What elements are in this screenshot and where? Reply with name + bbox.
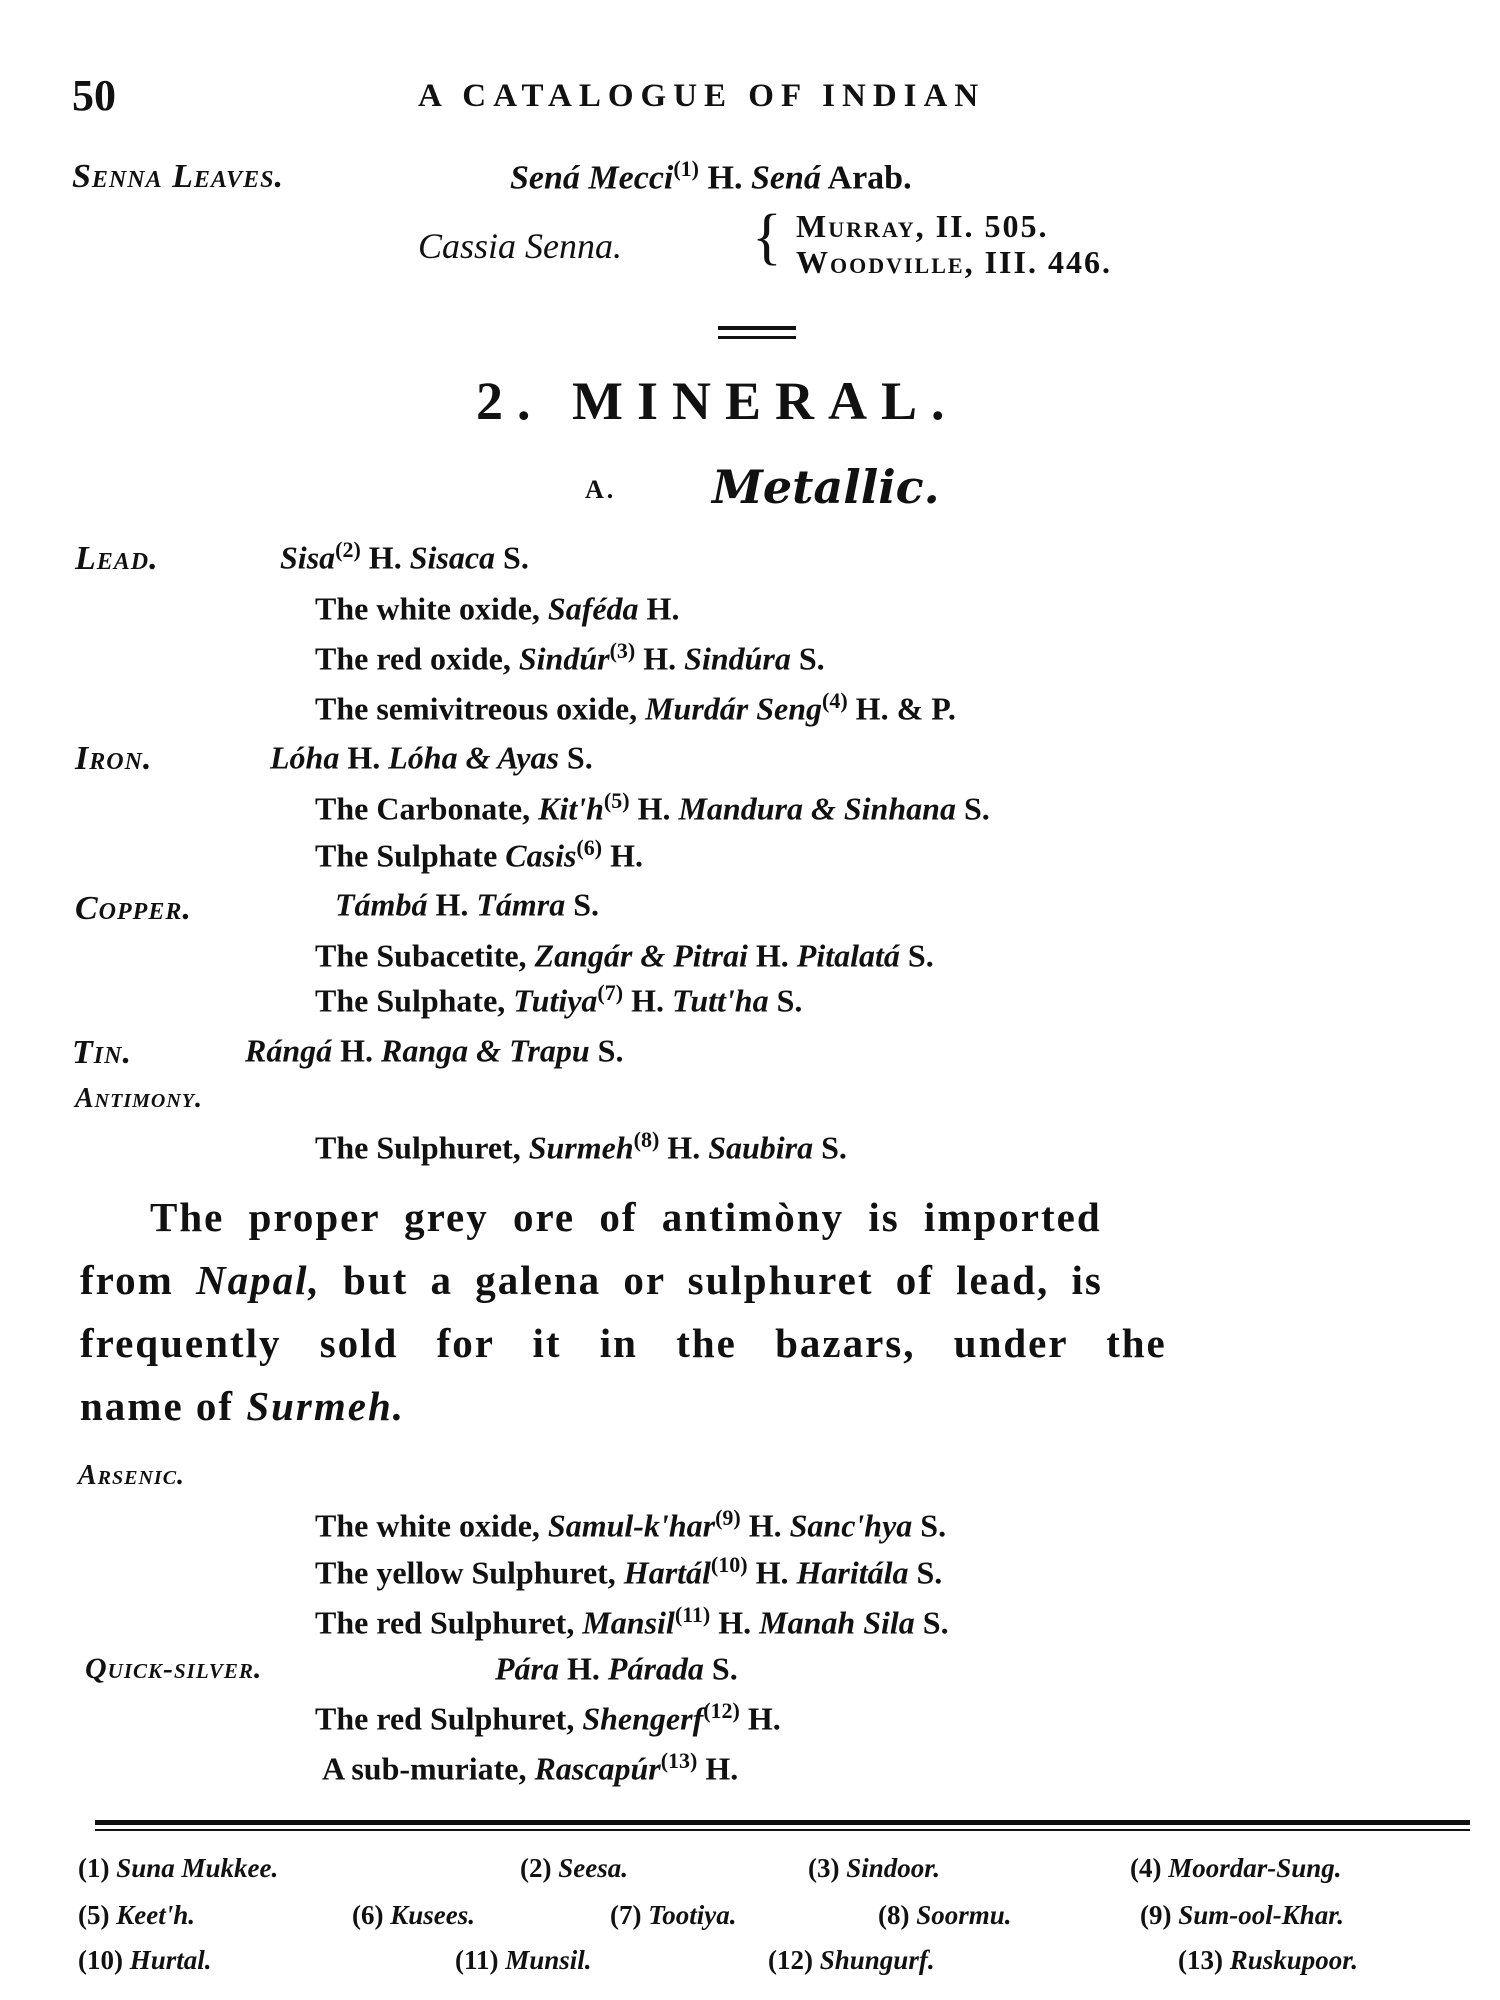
antimony-line-1-sup: (8) [633,1127,660,1152]
running-title: A CATALOGUE OF INDIAN [418,78,986,114]
arsenic-line-2 [315,1552,942,1592]
arsenic-line-1-pre: The white oxide, [315,1507,548,1544]
paragraph-line-3: frequently sold for it in the bazars, under the [80,1320,1167,1366]
lead-line-1-name: Saféda [547,590,639,627]
lead-line-1 [315,588,679,628]
antimony-line-1-name: Surmeh [528,1129,634,1166]
lead-label: Lead. [75,540,159,577]
footnote-4 [1130,1853,1342,1884]
divider-rule-top [718,326,796,330]
arsenic-line-3 [315,1602,949,1642]
lead-line-2-mid: H. [635,640,685,677]
arsenic-line-3-name2: Manah Sila [759,1604,915,1641]
copper-line-2-pre: The Sulphate, [315,982,514,1019]
footnote-5-text: Keet'h. [116,1900,195,1930]
footnote-3 [808,1853,940,1884]
arsenic-line-3-name: Mansil [582,1604,675,1641]
antimony-line-1-mid: H. [659,1129,709,1166]
footnote-10 [78,1945,212,1976]
footnote-1-text: Suna Mukkee. [116,1853,279,1883]
iron-head [270,737,593,777]
footnote-12-num: (12) [768,1945,813,1975]
quicksilver-line-2-pre: A sub-muriate, [322,1750,535,1787]
antimony-label: Antimony. [75,1083,204,1114]
quicksilver-line-1-pre: The red Sulphuret, [315,1700,583,1737]
quicksilver-name2: Párada [607,1650,704,1687]
footnote-7-num: (7) [610,1900,642,1930]
footnote-12 [768,1945,935,1976]
page-number: 50 [72,71,116,120]
footnote-11-text: Munsil. [505,1945,592,1975]
footnote-1-num: (1) [78,1853,110,1883]
quicksilver-line-1-mid: H. [739,1700,781,1737]
footnote-2-num: (2) [520,1853,552,1883]
iron-line-1-name: Kit'h [538,790,604,827]
footnote-5 [78,1900,195,1931]
lead-line-3-sup: (4) [822,688,848,713]
footnote-7-text: Tootiya. [648,1900,737,1930]
paragraph-line-4 [80,1382,405,1430]
lead-line-2-pre: The red oxide, [315,640,519,677]
footnote-6-num: (6) [352,1900,384,1930]
copper-mid: H. [427,886,477,923]
lead-tail: S. [495,539,529,576]
divider-rule-bottom [718,336,796,339]
iron-label: Iron. [75,740,153,777]
iron-mid: H. [339,739,389,776]
senna-line [510,156,912,197]
copper-name2: Támra [476,886,566,923]
arsenic-line-2-name: Hartál [623,1554,711,1591]
lead-line-2-name2: Sindúra [684,640,791,677]
copper-line-2-mid: H. [623,982,672,1019]
iron-line-1 [315,788,990,828]
senna-mid: H. [699,159,751,197]
footnote-12-text: Shungurf. [819,1945,935,1975]
quicksilver-head [495,1648,738,1688]
quicksilver-line-1-sup: (12) [703,1698,740,1723]
footnote-9-num: (9) [1140,1900,1172,1930]
iron-line-1-pre: The Carbonate, [315,790,539,827]
footnote-7 [610,1900,737,1931]
arsenic-line-1-sup: (9) [715,1505,741,1530]
tin-tail: S. [589,1032,624,1069]
copper-line-2-sup: (7) [597,980,624,1005]
paragraph-line-4-italic: Surmeh. [246,1383,406,1429]
paragraph-line-2 [80,1256,1103,1304]
copper-head [335,884,599,924]
antimony-line-1-pre: The Sulphuret, [315,1129,529,1166]
footnote-8-num: (8) [878,1900,910,1930]
iron-line-1-tail: S. [955,790,990,827]
lead-line-3-name: Murdár Seng [645,690,823,727]
footnote-6-text: Kusees. [390,1900,475,1930]
senna-name2: Sená [750,159,821,197]
footnote-10-text: Hurtal. [129,1945,212,1975]
iron-line-1-sup: (5) [603,788,630,813]
lead-sup: (2) [335,537,361,562]
copper-line-1-tail: S. [899,937,934,974]
lead-head [280,537,529,577]
footnote-6 [352,1900,475,1931]
arsenic-line-2-name2: Haritála [796,1554,909,1591]
tin-label: Tin. [72,1034,132,1071]
iron-name2: Lóha & Ayas [388,739,559,776]
senna-footnote-ref: (1) [673,156,700,181]
footnote-3-num: (3) [808,1853,840,1883]
arsenic-line-1 [315,1505,946,1545]
footnote-8-text: Soormu. [916,1900,1012,1930]
footnote-2 [520,1853,628,1884]
lead-line-1-pre: The white oxide, [315,590,548,627]
copper-line-2-tail: S. [768,982,803,1019]
arsenic-line-1-tail: S. [912,1507,947,1544]
lead-mid: H. [360,539,410,576]
footnote-rule-thin [95,1829,1470,1831]
copper-line-2 [315,980,802,1020]
lead-line-1-mid: H. [638,590,680,627]
senna-brace: { [752,203,782,271]
iron-line-2-name: Casis [505,837,577,874]
copper-line-1-mid: H. [747,937,797,974]
senna-tail: Arab. [820,159,912,197]
footnote-9-text: Sum-ool-Khar. [1178,1900,1345,1930]
lead-line-2-sup: (3) [609,638,636,663]
iron-line-1-mid: H. [629,790,679,827]
paragraph-line-2-b: but a galena or sulphuret of lead, is [320,1257,1103,1303]
iron-line-2 [315,835,643,875]
arsenic-line-3-sup: (11) [674,1602,711,1627]
copper-name: Támbá [335,886,428,923]
quicksilver-tail: S. [703,1650,738,1687]
senna-name: Sená Mecci [510,159,674,197]
senna-ref-2: Woodville, III. 446. [796,244,1112,280]
footnote-4-text: Moordar-Sung. [1168,1853,1342,1883]
footnote-2-text: Seesa. [558,1853,628,1883]
antimony-line-1-tail: S. [813,1129,847,1166]
lead-name2: Sisaca [409,539,496,576]
antimony-line-1-name2: Saubira [708,1129,814,1166]
footnote-11-num: (11) [455,1945,499,1975]
arsenic-line-2-sup: (10) [710,1552,748,1577]
footnote-13-num: (13) [1178,1945,1223,1975]
arsenic-line-3-tail: S. [914,1604,949,1641]
iron-line-2-mid: H. [602,837,643,874]
footnote-11 [455,1945,592,1976]
footnote-8 [878,1900,1012,1931]
iron-line-2-sup: (6) [576,835,603,860]
arsenic-line-2-pre: The yellow Sulphuret, [315,1554,624,1591]
lead-line-3-mid: H. & P. [847,690,956,727]
lead-name: Sisa [280,539,336,576]
footnote-10-num: (10) [78,1945,123,1975]
tin-mid: H. [332,1032,382,1069]
paragraph-line-1: The proper grey ore of antimòny is imported [150,1194,1102,1240]
tin-name2: Ranga & Trapu [381,1032,590,1069]
iron-line-2-pre: The Sulphate [315,837,506,874]
footnote-5-num: (5) [78,1900,110,1930]
footnote-1 [78,1853,278,1884]
subsection-letter: A. [585,475,617,504]
senna-species: Cassia Senna. [418,226,623,266]
quicksilver-mid: H. [559,1650,608,1687]
footnote-13-text: Ruskupoor. [1229,1945,1359,1975]
copper-line-2-name2: Tutt'ha [671,982,769,1019]
lead-line-2 [315,638,825,678]
footnote-13 [1178,1945,1358,1976]
arsenic-line-3-pre: The red Sulphuret, [315,1604,583,1641]
arsenic-line-1-mid: H. [740,1507,790,1544]
copper-tail: S. [565,886,600,923]
antimony-line-1 [315,1127,847,1167]
senna-ref-1: Murray, II. 505. [796,208,1049,244]
copper-line-2-name: Tutiya [513,982,598,1019]
copper-line-1-pre: The Subacetite, [315,937,535,974]
quicksilver-line-2 [322,1748,738,1788]
lead-line-3 [315,688,956,728]
copper-line-1-name2: Pitalatá [796,937,900,974]
paragraph-line-4-a: name of [80,1383,247,1429]
iron-line-1-name2: Mandura & Sinhana [678,790,956,827]
footnote-rule [95,1820,1470,1825]
quicksilver-label: Quick-silver. [85,1652,263,1685]
lead-line-3-pre: The semivitreous oxide, [315,690,646,727]
section-title: 2. MINERAL. [476,371,959,431]
copper-line-1-name: Zangár & Pitrai [534,937,748,974]
iron-tail: S. [558,739,593,776]
tin-head [245,1030,623,1070]
arsenic-line-1-name: Samul-k'har [547,1507,716,1544]
iron-name: Lóha [270,739,340,776]
footnote-4-num: (4) [1130,1853,1162,1883]
lead-line-2-tail: S. [790,640,825,677]
quicksilver-line-1 [315,1698,781,1738]
paragraph-line-2-a: from [80,1257,197,1303]
quicksilver-line-2-sup: (13) [660,1748,698,1773]
paragraph-line-2-italic: Napal, [196,1257,321,1303]
quicksilver-name: Pára [495,1650,559,1687]
tin-name: Rángá [245,1032,333,1069]
subsection-title: Metallic. [712,460,940,514]
arsenic-line-1-name2: Sanc'hya [789,1507,913,1544]
copper-line-1 [315,935,934,975]
quicksilver-line-1-name: Shengerf [582,1700,704,1737]
quicksilver-line-2-name: Rascapúr [534,1750,661,1787]
arsenic-label: Arsenic. [78,1460,186,1491]
footnote-9 [1140,1900,1344,1931]
lead-line-2-name: Sindúr [518,640,610,677]
arsenic-line-2-mid: H. [747,1554,797,1591]
arsenic-line-2-tail: S. [908,1554,943,1591]
copper-label: Copper. [75,890,192,927]
footnote-3-text: Sindoor. [846,1853,941,1883]
senna-label: Senna Leaves. [72,158,284,195]
quicksilver-line-2-mid: H. [697,1750,739,1787]
arsenic-line-3-mid: H. [710,1604,760,1641]
